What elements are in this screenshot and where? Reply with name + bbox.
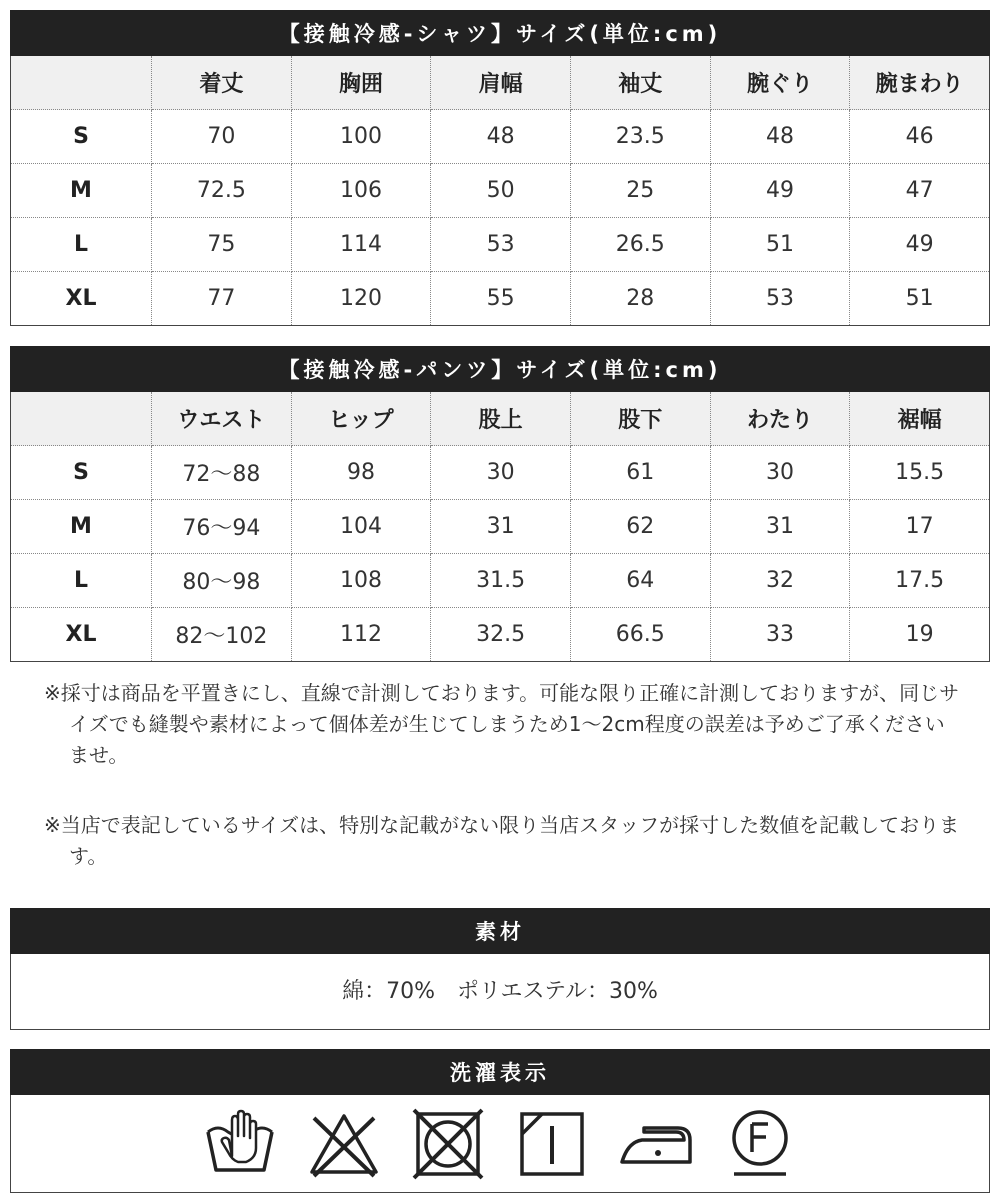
pants-value-cell: 82～102: [152, 608, 292, 662]
pants-header-cell: [11, 392, 152, 446]
pants-header-cell: ヒップ: [291, 392, 431, 446]
shirt-table-body: [11, 56, 990, 326]
table-row: [11, 218, 990, 272]
pants-value-cell: 32: [710, 554, 850, 608]
pants-value-cell: 32.5: [431, 608, 571, 662]
pants-value-cell: 112: [291, 608, 431, 662]
pants-table-body: [11, 392, 990, 662]
table-row: [11, 110, 990, 164]
table-row: [11, 608, 990, 662]
shirt-size-section: [10, 10, 990, 326]
pants-header-row: [11, 392, 990, 446]
material-title: 素材: [10, 908, 990, 954]
shirt-value-cell: 25: [570, 164, 710, 218]
care-icons: [10, 1095, 990, 1193]
table-row: [11, 446, 990, 500]
pants-size-title: 【接触冷感-パンツ】サイズ(単位:cm): [10, 346, 990, 392]
table-row: [11, 554, 990, 608]
shirt-value-cell: 49: [710, 164, 850, 218]
pants-value-cell: 31: [431, 500, 571, 554]
shirt-header-cell: [11, 56, 152, 110]
shirt-header-cell: 袖丈: [570, 56, 710, 110]
shirt-value-cell: 48: [710, 110, 850, 164]
pants-size-table: [10, 392, 990, 662]
shirt-value-cell: 100: [291, 110, 431, 164]
pants-header-cell: 股下: [570, 392, 710, 446]
shirt-header-cell: 胸囲: [291, 56, 431, 110]
pants-size-label: L: [11, 554, 152, 608]
shirt-header-cell: 腕ぐり: [710, 56, 850, 110]
pants-value-cell: 108: [291, 554, 431, 608]
pants-value-cell: 98: [291, 446, 431, 500]
pants-header-cell: わたり: [710, 392, 850, 446]
note-measurement: ※採寸は商品を平置きにし、直線で計測しております。可能な限り正確に計測しておりますが、同じサイズでも縫製や素材によって個体差が生じてしまうため1～2cm程度の誤差は予めご了承くださいませ。: [44, 681, 960, 767]
shirt-value-cell: 53: [710, 272, 850, 326]
shirt-value-cell: 77: [152, 272, 292, 326]
table-row: [11, 500, 990, 554]
pants-value-cell: 72～88: [152, 446, 292, 500]
pants-size-label: S: [11, 446, 152, 500]
shirt-value-cell: 23.5: [570, 110, 710, 164]
shirt-value-cell: 72.5: [152, 164, 292, 218]
iron-low-icon: [618, 1106, 694, 1182]
shirt-value-cell: 47: [850, 164, 990, 218]
shirt-size-label: XL: [11, 272, 152, 326]
shirt-value-cell: 53: [431, 218, 571, 272]
care-section: [10, 1049, 990, 1193]
shirt-size-table: [10, 56, 990, 326]
shirt-size-label: M: [11, 164, 152, 218]
pants-value-cell: 80～98: [152, 554, 292, 608]
pants-value-cell: 30: [431, 446, 571, 500]
pants-value-cell: 31: [710, 500, 850, 554]
note-staff-measured: ※当店で表記しているサイズは、特別な記載がない限り当店スタッフが採寸した数値を記載しております。: [44, 813, 960, 868]
shirt-header-row: [11, 56, 990, 110]
pants-value-cell: 17.5: [850, 554, 990, 608]
table-row: [11, 272, 990, 326]
shirt-value-cell: 50: [431, 164, 571, 218]
pants-value-cell: 62: [570, 500, 710, 554]
shirt-value-cell: 75: [152, 218, 292, 272]
pants-size-label: M: [11, 500, 152, 554]
table-row: [11, 164, 990, 218]
shirt-value-cell: 114: [291, 218, 431, 272]
shirt-header-cell: 肩幅: [431, 56, 571, 110]
pants-size-label: XL: [11, 608, 152, 662]
shirt-size-label: S: [11, 110, 152, 164]
care-title: 洗濯表示: [10, 1049, 990, 1095]
shirt-value-cell: 49: [850, 218, 990, 272]
material-text: 綿：70% ポリエステル：30%: [10, 954, 990, 1030]
pants-value-cell: 66.5: [570, 608, 710, 662]
shirt-value-cell: 26.5: [570, 218, 710, 272]
pants-header-cell: ウエスト: [152, 392, 292, 446]
pants-value-cell: 76～94: [152, 500, 292, 554]
pants-header-cell: 股上: [431, 392, 571, 446]
no-bleach-icon: [306, 1106, 382, 1182]
shirt-size-title: 【接触冷感-シャツ】サイズ(単位:cm): [10, 10, 990, 56]
dry-clean-f-icon: [722, 1106, 798, 1182]
pants-value-cell: 30: [710, 446, 850, 500]
shirt-value-cell: 70: [152, 110, 292, 164]
pants-value-cell: 15.5: [850, 446, 990, 500]
material-section: [10, 908, 990, 1030]
pants-value-cell: 64: [570, 554, 710, 608]
pants-value-cell: 33: [710, 608, 850, 662]
shirt-value-cell: 51: [850, 272, 990, 326]
pants-value-cell: 17: [850, 500, 990, 554]
pants-header-cell: 裾幅: [850, 392, 990, 446]
pants-size-section: [10, 346, 990, 662]
shirt-header-cell: 腕まわり: [850, 56, 990, 110]
shirt-value-cell: 120: [291, 272, 431, 326]
notes: [44, 678, 964, 872]
pants-value-cell: 104: [291, 500, 431, 554]
hand-wash-icon: [202, 1106, 278, 1182]
pants-value-cell: 61: [570, 446, 710, 500]
shirt-size-label: L: [11, 218, 152, 272]
pants-value-cell: 31.5: [431, 554, 571, 608]
no-tumble-dry-icon: [410, 1106, 486, 1182]
shirt-value-cell: 106: [291, 164, 431, 218]
pants-value-cell: 19: [850, 608, 990, 662]
drip-dry-shade-icon: [514, 1106, 590, 1182]
shirt-value-cell: 51: [710, 218, 850, 272]
shirt-value-cell: 46: [850, 110, 990, 164]
shirt-value-cell: 55: [431, 272, 571, 326]
shirt-value-cell: 28: [570, 272, 710, 326]
shirt-header-cell: 着丈: [152, 56, 292, 110]
shirt-value-cell: 48: [431, 110, 571, 164]
